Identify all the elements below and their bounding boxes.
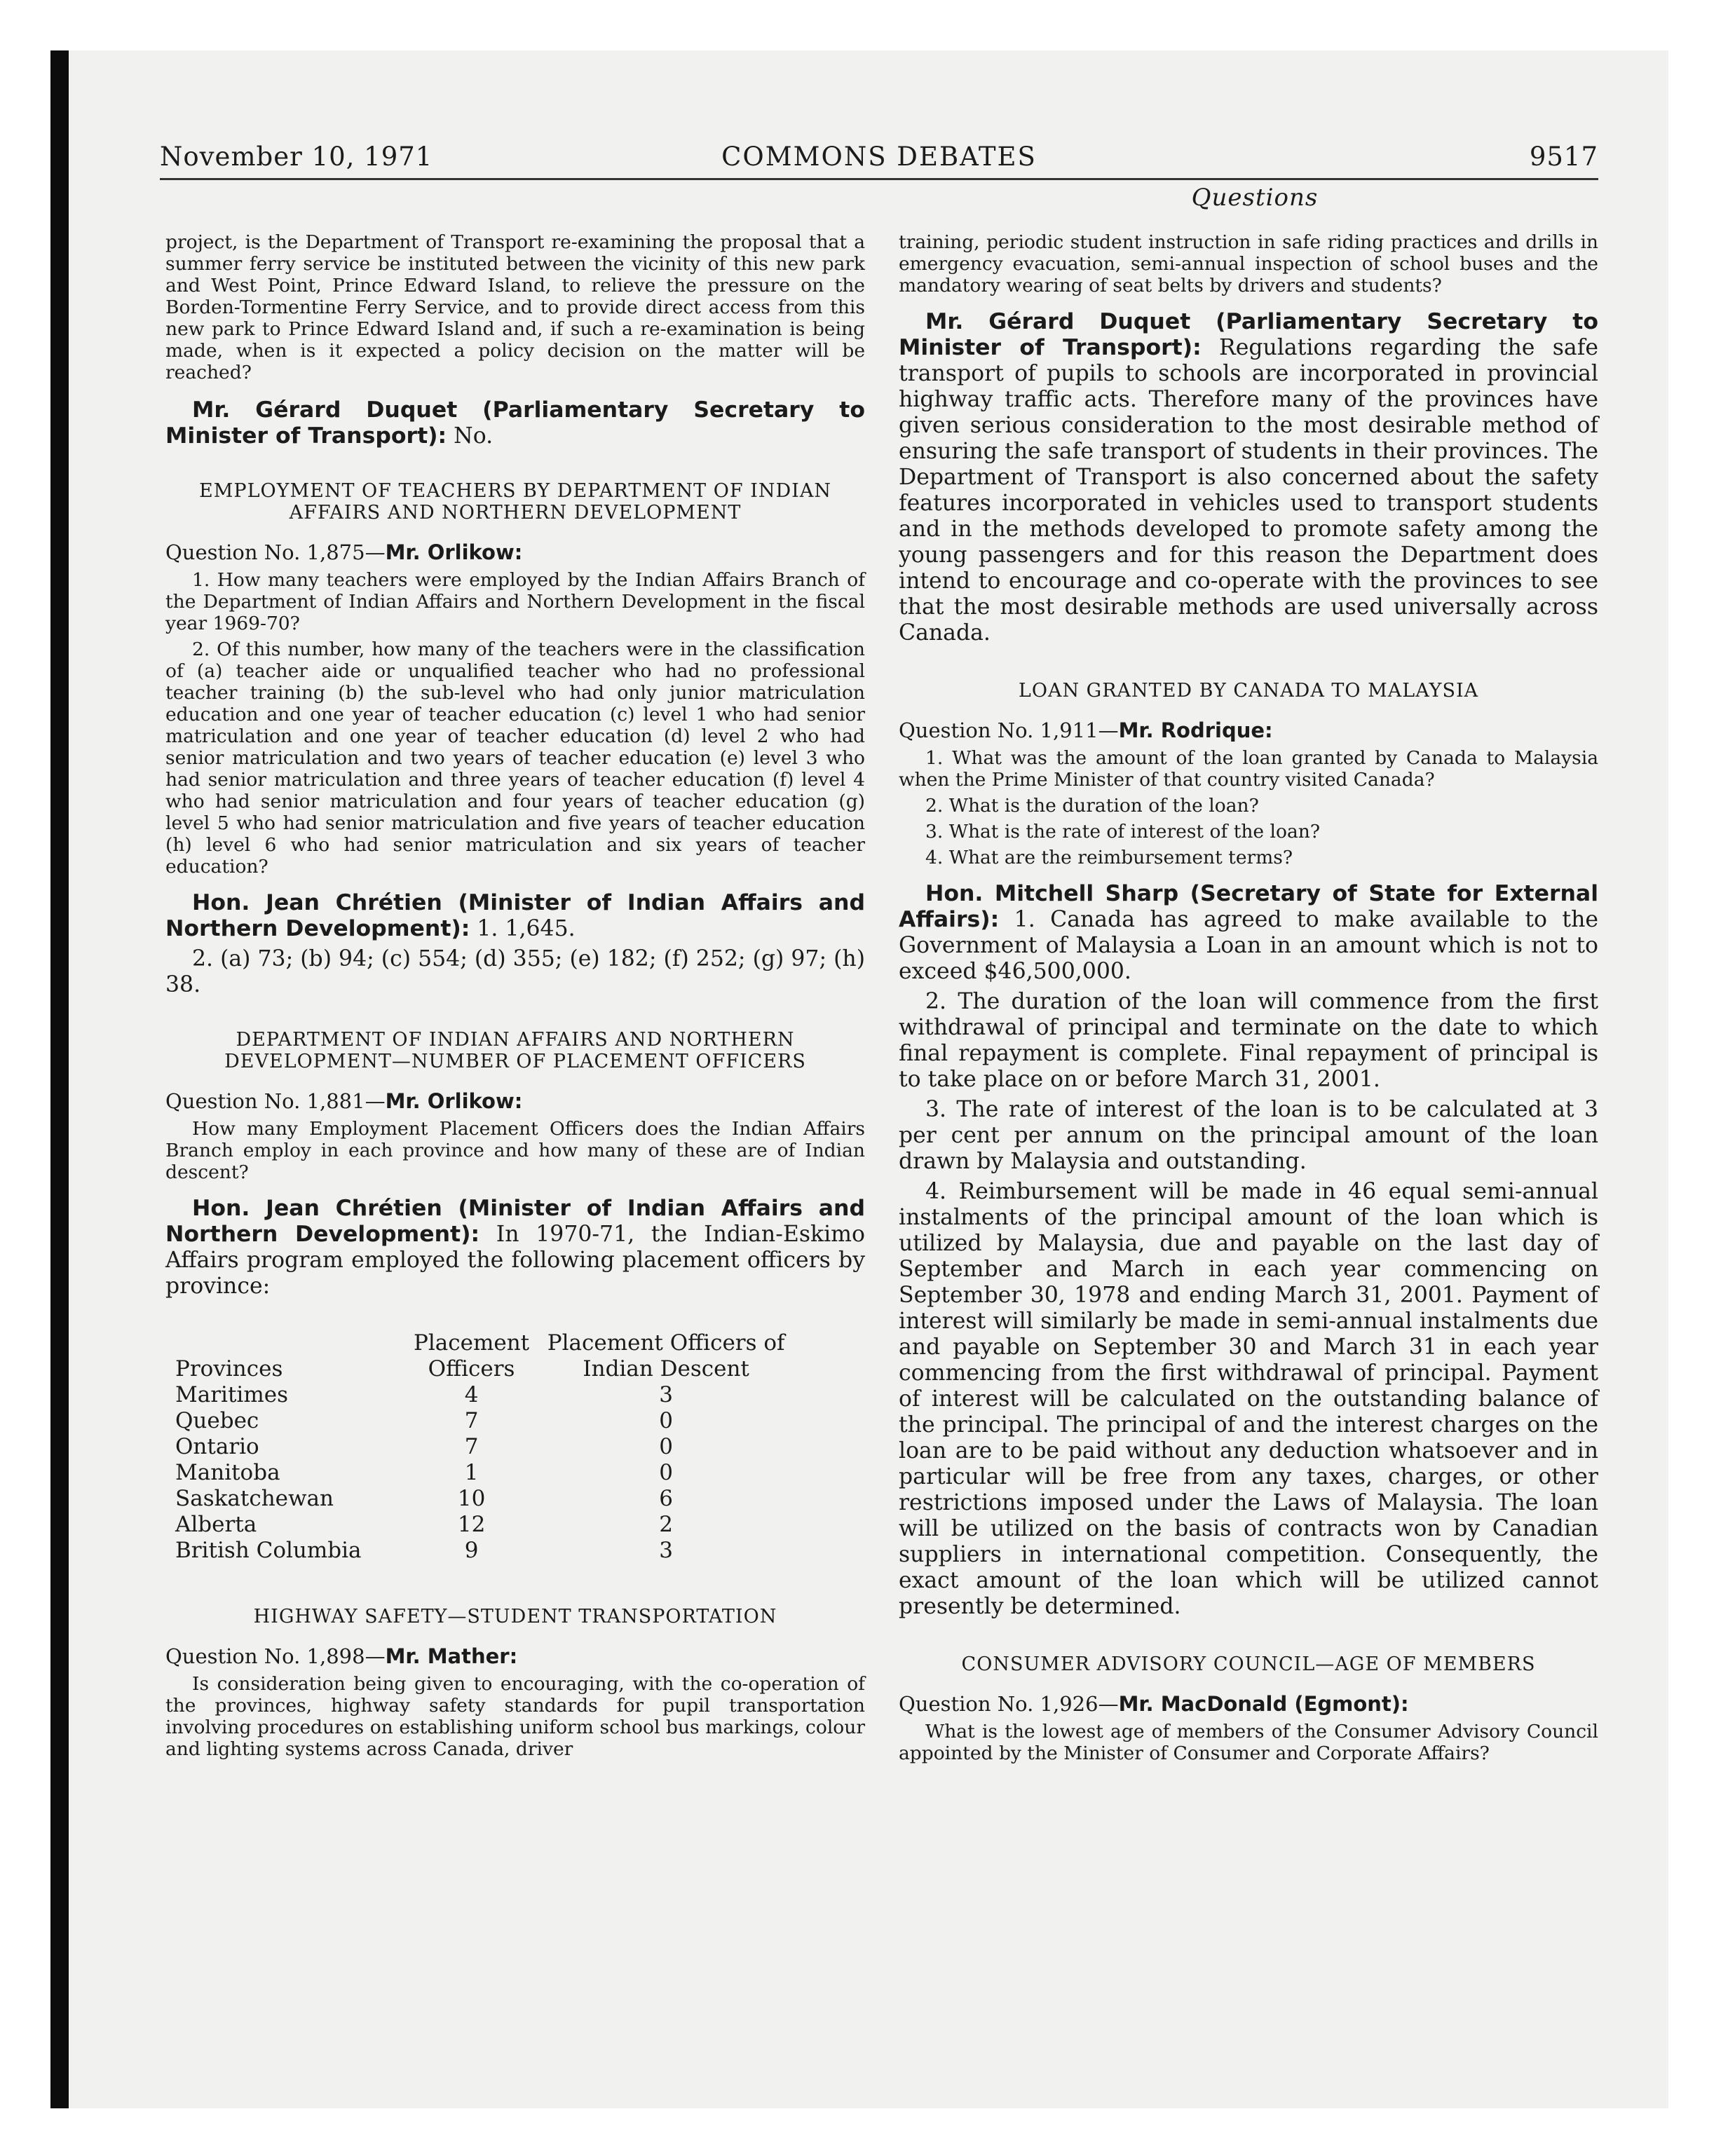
question-line — [165, 1644, 865, 1669]
question-line — [165, 540, 865, 565]
province-cell: Alberta — [175, 1512, 257, 1537]
officers-cell: 4 — [464, 1382, 479, 1407]
continuation-paragraph: training, periodic student instruction in safe riding practices and drills in emergency evacuation, semi-annual inspection of school buses and the mandatory wearing of seat belts by drivers and students? — [899, 231, 1598, 296]
question-member: Mr. Orlikow: — [385, 540, 523, 564]
answer-paragraph — [165, 1196, 865, 1299]
column-header-officers: Placement Officers — [414, 1330, 530, 1381]
speaker-name: Mr. Gérard Duquet (Parliamentary Secretary to Minister of Transport): — [165, 397, 865, 449]
speaker-name: Hon. Mitchell Sharp (Secretary of State for External Affairs): — [899, 881, 1598, 932]
question-line — [899, 718, 1598, 743]
question-text: 2. What is the duration of the loan? — [925, 795, 1259, 817]
question-number: Question No. 1,898— — [165, 1644, 386, 1668]
left-column — [165, 231, 865, 1760]
right-column — [899, 231, 1598, 1764]
indian-descent-cell: 0 — [659, 1460, 673, 1485]
question-number: Question No. 1,875— — [165, 540, 386, 564]
province-cell: Saskatchewan — [175, 1486, 334, 1511]
question-number: Question No. 1,926— — [899, 1692, 1119, 1716]
answer-text: 4. Reimbursement will be made in 46 equal semi-annual instalments of the principal amount of the loan which is utilized by Malaysia, due and payable on the last day of September and March in each year commencing on September 30, 1978 and ending March 31, 2001. Payment of interest will similarly be made in semi-annual instalments due and payable on September 30 and March 31 in each year commencing from the first withdrawal of principal. Payment of interest will be calculated on the outstanding balance of the principal. The principal of and the interest charges on the loan are to be paid without any deduction whatsoever and in particular will be free from any taxes, charges, or other restrictions imposed under the Laws of Malaysia. The loan will be utilized on the basis of contracts won by Canadian suppliers in international competition. Consequently, the exact amount of the loan which will be utilized cannot presently be determined. — [899, 1179, 1598, 1619]
table-row — [175, 1460, 785, 1486]
officers-cell: 10 — [457, 1486, 486, 1511]
table-row — [175, 1382, 785, 1408]
indian-descent-cell: 6 — [659, 1486, 673, 1511]
indian-descent-cell: 2 — [659, 1512, 673, 1537]
answer-paragraph — [899, 881, 1598, 985]
province-cell: Manitoba — [175, 1460, 280, 1485]
page-header — [160, 139, 1598, 180]
section-heading-teachers: EMPLOYMENT OF TEACHERS BY DEPARTMENT OF INDIAN AFFAIRS AND NORTHERN DEVELOPMENT — [199, 480, 831, 524]
section-heading-loan: LOAN GRANTED BY CANADA TO MALAYSIA — [1018, 680, 1479, 702]
question-member: Mr. Mather: — [385, 1644, 518, 1668]
placement-officers-table — [175, 1330, 785, 1564]
province-cell: Maritimes — [175, 1382, 288, 1407]
speaker-name: Hon. Jean Chrétien (Minister of Indian Affairs and Northern Development): — [165, 890, 865, 941]
indian-descent-cell: 0 — [659, 1434, 673, 1459]
answer-text: 2. The duration of the loan will commence from the first withdrawal of principal and terminate on the date to which final repayment is complete. Final repayment of principal is to take place on or before March 31, 2001. — [899, 989, 1598, 1092]
table-row — [175, 1486, 785, 1512]
section-heading-placement: DEPARTMENT OF INDIAN AFFAIRS AND NORTHERN DEVELOPMENT—NUMBER OF PLACEMENT OFFICERS — [224, 1029, 806, 1072]
officers-cell: 1 — [464, 1460, 479, 1485]
header-title: COMMONS DEBATES — [721, 142, 1037, 172]
question-text: 1. How many teachers were employed by the Indian Affairs Branch of the Department of Indian Affairs and Northern Development in the fiscal year 1969-70? — [165, 569, 865, 634]
answer-paragraph — [165, 397, 865, 449]
question-text: How many Employment Placement Officers does the Indian Affairs Branch employ in each province and how many of these are of Indian descent? — [165, 1118, 865, 1183]
answer-text: 1. 1,645. — [470, 916, 576, 941]
intro-paragraph: project, is the Department of Transport re-examining the proposal that a summer ferry service be instituted between the vicinity of this new park and West Point, Prince Edward Island, to relieve the pressure on the Borden-Tormentine Ferry Service, and to provide direct access from this new park to Prince Edward Island and, if such a re-examination is being made, when is it expected a policy decision on the matter will be reached? — [165, 231, 865, 383]
question-line — [165, 1089, 865, 1114]
speaker-name: Hon. Jean Chrétien (Minister of Indian Affairs and Northern Development): — [165, 1196, 865, 1247]
speaker-name: Mr. Gérard Duquet (Parliamentary Secretary to Minister of Transport): — [899, 309, 1598, 360]
indian-descent-cell: 3 — [659, 1382, 673, 1407]
officers-cell: 12 — [457, 1512, 486, 1537]
section-label: Questions — [1191, 184, 1319, 212]
question-number: Question No. 1,881— — [165, 1089, 386, 1113]
question-member: Mr. Rodrique: — [1118, 718, 1273, 742]
question-member: Mr. MacDonald (Egmont): — [1118, 1692, 1409, 1716]
indian-descent-cell: 3 — [659, 1538, 673, 1563]
answer-text: 1. Canada has agreed to make available to the Government of Malaysia a Loan in an amount which is not to exceed $46,500,000. — [899, 907, 1598, 984]
province-cell: British Columbia — [175, 1538, 362, 1563]
section-heading-highway: HIGHWAY SAFETY—STUDENT TRANSPORTATION — [253, 1606, 777, 1628]
answer-paragraph — [899, 309, 1598, 646]
question-text: Is consideration being given to encouraging, with the co-operation of the provinces, highway safety standards for pupil transportation involving procedures on establishing uniform school bus markings, colour and lighting systems across Canada, driver — [165, 1673, 865, 1760]
section-heading-consumer: CONSUMER ADVISORY COUNCIL—AGE OF MEMBERS — [961, 1653, 1536, 1675]
question-number: Question No. 1,911— — [899, 718, 1119, 742]
answer-text: In 1970-71, the Indian-Eskimo Affairs program employed the following placement officers by province: — [165, 1222, 865, 1299]
province-cell: Ontario — [175, 1434, 259, 1459]
scan-edge-bar — [50, 50, 69, 2108]
officers-cell: 9 — [464, 1538, 479, 1563]
question-text: 1. What was the amount of the loan granted by Canada to Malaysia when the Prime Minister of that country visited Canada? — [899, 747, 1598, 791]
question-text: 3. What is the rate of interest of the loan? — [925, 821, 1321, 842]
table-row — [175, 1538, 785, 1564]
question-text: 2. Of this number, how many of the teachers were in the classification of (a) teacher aide or unqualified teacher who had no professional teacher training (b) the sub-level who had only junior matriculation education and one year of teacher education (c) level 1 who had senior matriculation and one year of teacher education (d) level 2 who had senior matriculation and two years of teacher education (e) level 3 who had senior matriculation and three years of teacher education (f) level 4 who had senior matriculation and four years of teacher education (g) level 5 who had senior matriculation and five years of teacher education (h) level 6 who had senior matriculation and six years of teacher education? — [165, 639, 865, 878]
question-member: Mr. Orlikow: — [385, 1089, 523, 1113]
officers-cell: 7 — [464, 1408, 479, 1433]
column-header-provinces: Provinces — [175, 1356, 283, 1381]
province-cell: Quebec — [175, 1408, 259, 1433]
answer-paragraph — [165, 890, 865, 942]
table-row — [175, 1434, 785, 1460]
question-line — [899, 1692, 1598, 1717]
table-row — [175, 1512, 785, 1538]
question-text: 4. What are the reimbursement terms? — [925, 847, 1293, 868]
answer-text: No. — [447, 423, 494, 449]
column-header-indian-descent: Placement Officers of Indian Descent — [547, 1330, 785, 1381]
answer-text: 3. The rate of interest of the loan is to be calculated at 3 per cent per annum on the principal amount of the loan drawn by Malaysia and outstanding. — [899, 1097, 1598, 1174]
header-page-number: 9517 — [1529, 142, 1598, 172]
answer-text: Regulations regarding the safe transport of pupils to schools are incorporated in provincial highway traffic acts. Therefore many of the provinces have given serious consideration to the most desirable method of ensuring the safe transport of students in their provinces. The Department of Transport is also concerned about the safety features incorporated in vehicles used to transport students and in the methods developed to promote safety among the young passengers and for this reason the Department does intend to encourage and co-operate with the provinces to see that the most desirable methods are used universally across Canada. — [899, 335, 1598, 646]
question-text: What is the lowest age of members of the Consumer Advisory Council appointed by the Minister of Consumer and Corporate Affairs? — [899, 1721, 1598, 1764]
table-header-row — [175, 1330, 785, 1382]
officers-cell: 7 — [464, 1434, 479, 1459]
header-date: November 10, 1971 — [160, 142, 433, 172]
indian-descent-cell: 0 — [659, 1408, 673, 1433]
table-row — [175, 1408, 785, 1434]
answer-text: 2. (a) 73; (b) 94; (c) 554; (d) 355; (e) 182; (f) 252; (g) 97; (h) 38. — [165, 946, 865, 997]
